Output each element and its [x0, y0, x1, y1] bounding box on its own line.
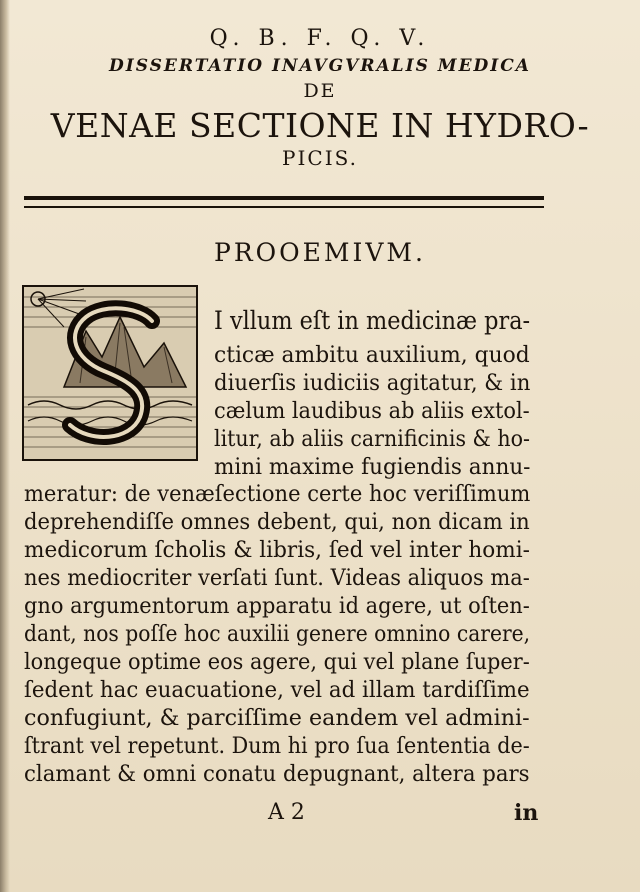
- dissertation-heading: DISSERTATIO INAVGVRALIS MEDICA: [109, 56, 531, 76]
- body-line: nes mediocriter verſati ſunt. Videas aliquos ma-: [24, 566, 530, 591]
- body-line: litur, ab aliis carnificinis & ho-: [214, 427, 530, 452]
- body-line: ſedent hac euacuatione, vel ad illam tardiſſime: [24, 678, 530, 703]
- body-line: longeque optime eos agere, qui vel plane ſuper-: [24, 650, 530, 675]
- dedication-line: Q. B. F. Q. V.: [209, 26, 431, 51]
- catchword: in: [514, 800, 539, 826]
- body-line: I vllum eſt in medicinæ pra-: [214, 306, 531, 335]
- section-title: PROOEMIVM.: [214, 238, 426, 267]
- body-line: gno argumentorum apparatu id agere, ut oſten-: [24, 594, 530, 619]
- page-title: VENAE SECTIONE IN HYDRO-: [50, 106, 590, 145]
- body-line: deprehendiſſe omnes debent, qui, non dicam in: [24, 510, 530, 535]
- de-heading: DE: [303, 80, 337, 102]
- body-line: dant, nos poſſe hoc auxilii genere omnino carere,: [24, 622, 531, 647]
- body-line: meratur: de venæſectione certe hoc veriſſimum: [24, 482, 531, 507]
- body-line: medicorum ſcholis & libris, ſed vel inter homi-: [24, 538, 530, 563]
- body-line: cælum laudibus ab aliis extol-: [214, 399, 530, 424]
- body-line: mini maxime fugiendis annu-: [214, 455, 531, 480]
- body-line: ſtrant vel repetunt. Dum hi pro ſua ſententia de-: [24, 734, 530, 759]
- ornamental-initial-s-icon: [22, 285, 198, 461]
- body-line: diuerſis iudiciis agitatur, & in: [214, 371, 531, 396]
- double-rule-thick: [24, 196, 544, 200]
- body-line: confugiunt, & parciſſime eandem vel admini-: [24, 706, 530, 731]
- body-line: clamant & omni conatu depugnant, altera pars: [24, 762, 530, 787]
- body-line: cticæ ambitu auxilium, quod: [214, 343, 530, 368]
- signature-mark: A 2: [268, 800, 305, 825]
- double-rule-thin: [24, 206, 544, 208]
- page-title-continuation: PICIS.: [282, 146, 358, 170]
